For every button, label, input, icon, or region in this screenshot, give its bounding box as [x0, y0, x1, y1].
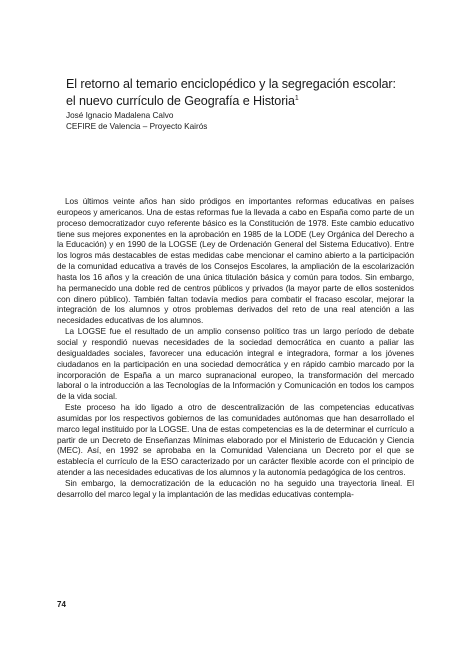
author-name: José Ignacio Madalena Calvo [66, 111, 174, 121]
paragraph: Los últimos veinte años han sido pródigos en importantes reformas educativas en países europeos y americanos. Una de estas reformas fue la llevada a cabo en España como parte de un proceso democratizador cuyo referente básico es la Constitución de 1978. Este cambio educativo tiene sus mejores exponentes en la aprobación en 1985 de la LODE (Ley Orgánica del Derecho a la Educación) y en 1990 de la LOGSE (Ley de Ordenación General del Sistema Educativo). Entre los logros más destacables de estas medidas cabe mencionar el camino abierto a la participación de la comunidad educativa a través de los Consejos Escolares, la ampliación de la escolarización hasta los 16 años y la creación de una única titulación básica y común para todos. Sin embargo, ha permanecido una doble red de centros públicos y privados (la mayor parte de ellos sostenidos con dinero público). También faltan todavía medios para combatir el fracaso escolar, mejorar la integración de los alumnos y otros problemas derivados del reto de una real atención a las necesidades educativas de los alumnos. [57, 197, 414, 326]
title-line-1: El retorno al temario enciclopédico y la segregación escolar: [66, 77, 396, 91]
author-affiliation: CEFIRE de Valencia – Proyecto Kairós [66, 122, 208, 132]
title-line-2: el nuevo currículo de Geografía e Historia [66, 93, 295, 108]
page-number: 74 [57, 600, 66, 609]
paragraph: Sin embargo, la democratización de la educación no ha seguido una trayectoria lineal. El desarrollo del marco legal y la implantación de las medidas educativas contempla- [57, 478, 414, 499]
paragraph: La LOGSE fue el resultado de un amplio consenso político tras un largo período de debate social y respondió nuevas necesidades de la sociedad democrática en cuanto a paliar las desigualdades sociales, favorecer una educación integral e integradora, formar a los jóvenes ciudadanos en la participación en una sociedad democrática y en rápido cambio marcado por la incorporación de España a un marco supranacional europeo, la transformación del mercado laboral o la introducción a las Tecnologías de la Información y Comunicación en todos los campos de la vida social. [57, 327, 414, 402]
article-title [66, 77, 426, 108]
article-body [57, 197, 414, 501]
paragraph: Este proceso ha ido ligado a otro de descentralización de las competencias educativas asumidas por los respectivos gobiernos de las comunidades autónomas que han desarrollado el marco legal instituido por la LOGSE. Una de estas competencias es la de determinar el currículo a partir de un Decreto de Enseñanzas Mínimas elaborado por el Ministerio de Educación y Ciencia (MEC). Así, en 1992 se aprobaba en la Comunidad Valenciana un Decreto por el que se establecía el currículo de la ESO caracterizado por un carácter flexible acorde con el principio de atender a las necesidades educativas de los alumnos y la autonomía pedagógica de los centros. [57, 403, 414, 478]
footnote-mark: 1 [294, 94, 299, 102]
article-header [66, 77, 426, 132]
